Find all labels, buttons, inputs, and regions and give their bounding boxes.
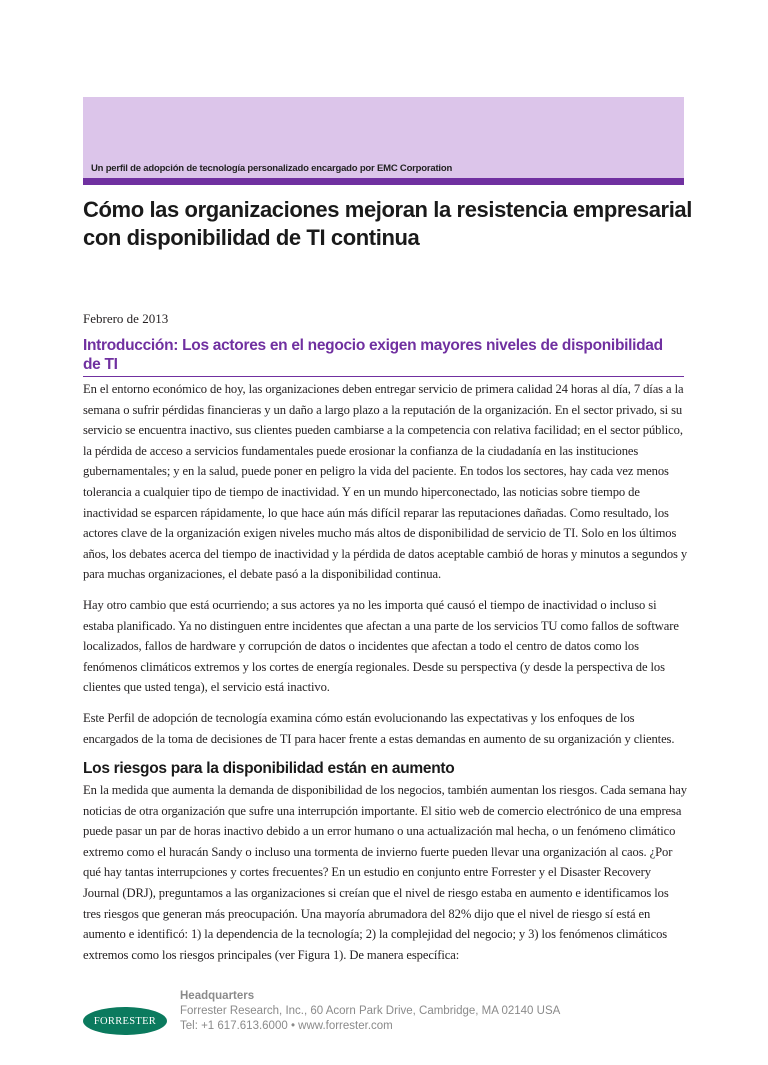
section-heading-risks: Los riesgos para la disponibilidad están en aumento: [83, 760, 455, 778]
forrester-logo: FORRESTER: [83, 1007, 167, 1035]
footer: [83, 965, 768, 1035]
paragraph: En la medida que aumenta la demanda de disponibilidad de los negocios, también aumentan los riesgos. Cada semana hay noticias de otra organización que sufre una interrupción importante. El sitio web de comercio electrónico de una empresa puede pasar un par de horas inactivo debido a un error humano o una actualización mal hecha, o un fenómeno climático extremo como el huracán Sandy o incluso una tormenta de invierno fuerte pueden llevar una organización al caos. ¿Por qué hay tantas interrupciones y cortes frecuentes? En un estudio en conjunto entre Forrester y el Disaster Recovery Journal (DRJ), preguntamos a las organizaciones si creían que el nivel de riesgo estaba en aumento e identificamos los tres riesgos que generan más preocupación. Una mayoría abrumadora del 82% dijo que el nivel de riesgo sí está en aumento e identificó: 1) la dependencia de la tecnología; 2) la complejidad del negocio; y 3) los fenómenos climáticos extremos como los riesgos principales (ver Figura 1). De manera específica:: [83, 783, 687, 962]
footer-label: Headquarters: [180, 990, 255, 1003]
footer-contact: Tel: +1 617.613.6000 • www.forrester.com: [180, 1020, 393, 1033]
header-band: [83, 97, 684, 178]
header-divider: [83, 178, 684, 185]
document-title: Cómo las organizaciones mejoran la resistencia empresarial con disponibilidad de TI continua: [83, 197, 692, 250]
paragraph: Hay otro cambio que está ocurriendo; a sus actores ya no les importa qué causó el tiempo de inactividad o incluso si estaba planificado. Ya no distinguen entre incidentes que afectan a una parte de los servicios TU como fallos de software localizados, fallos de hardware y corrupción de datos o incidentes que afectan a todo el centro de datos como los fenómenos climáticos extremos y los cortes de energía regionales. Desde su perspectiva (y desde la perspectiva de los clientes que usted tenga), el servicio está inactivo.: [83, 597, 679, 695]
footer-address: Forrester Research, Inc., 60 Acorn Park Drive, Cambridge, MA 02140 USA: [180, 1005, 561, 1018]
header-subtitle: Un perfil de adopción de tecnología personalizado encargado por EMC Corporation: [91, 163, 453, 174]
paragraph: En el entorno económico de hoy, las organizaciones deben entregar servicio de primera calidad 24 horas al día, 7 días a la semana o sufrir pérdidas financieras y un daño a largo plazo a la reputación de la organización. En el sector privado, si su servicio se encuentra inactivo, sus clientes pueden cambiarse a la competencia con relativa facilidad; en el sector público, la pérdida de acceso a servicios fundamentales puede erosionar la confianza de la ciudadanía en las instituciones gubernamentales; y en la salud, puede poner en peligro la vida del paciente. En todos los sectores, hay cada vez menos tolerancia a cualquier tipo de tiempo de inactividad. Y en un mundo hiperconectado, las noticias sobre tiempo de inactividad se esparcen rápidamente, lo que hace aún más difícil reparar las reputaciones dañadas. Como resultado, los actores clave de la organización exigen niveles mucho más altos de disponibilidad de servicio de TI. Solo en los últimos años, los debates acerca del tiempo de inactividad y la pérdida de datos aceptable cambió de horas y minutos a segundos y para muchas organizaciones, el debate pasó a la disponibilidad continua.: [83, 382, 688, 582]
section-heading-intro: Introducción: Los actores en el negocio exigen mayores niveles de disponibilidad de TI: [83, 336, 684, 377]
paragraph: Este Perfil de adopción de tecnología examina cómo están evolucionando las expectativas y los enfoques de los encargados de la toma de decisiones de TI para hacer frente a estas demandas en aumento de su organización y clientes.: [83, 710, 675, 746]
document-date: Febrero de 2013: [83, 311, 169, 326]
